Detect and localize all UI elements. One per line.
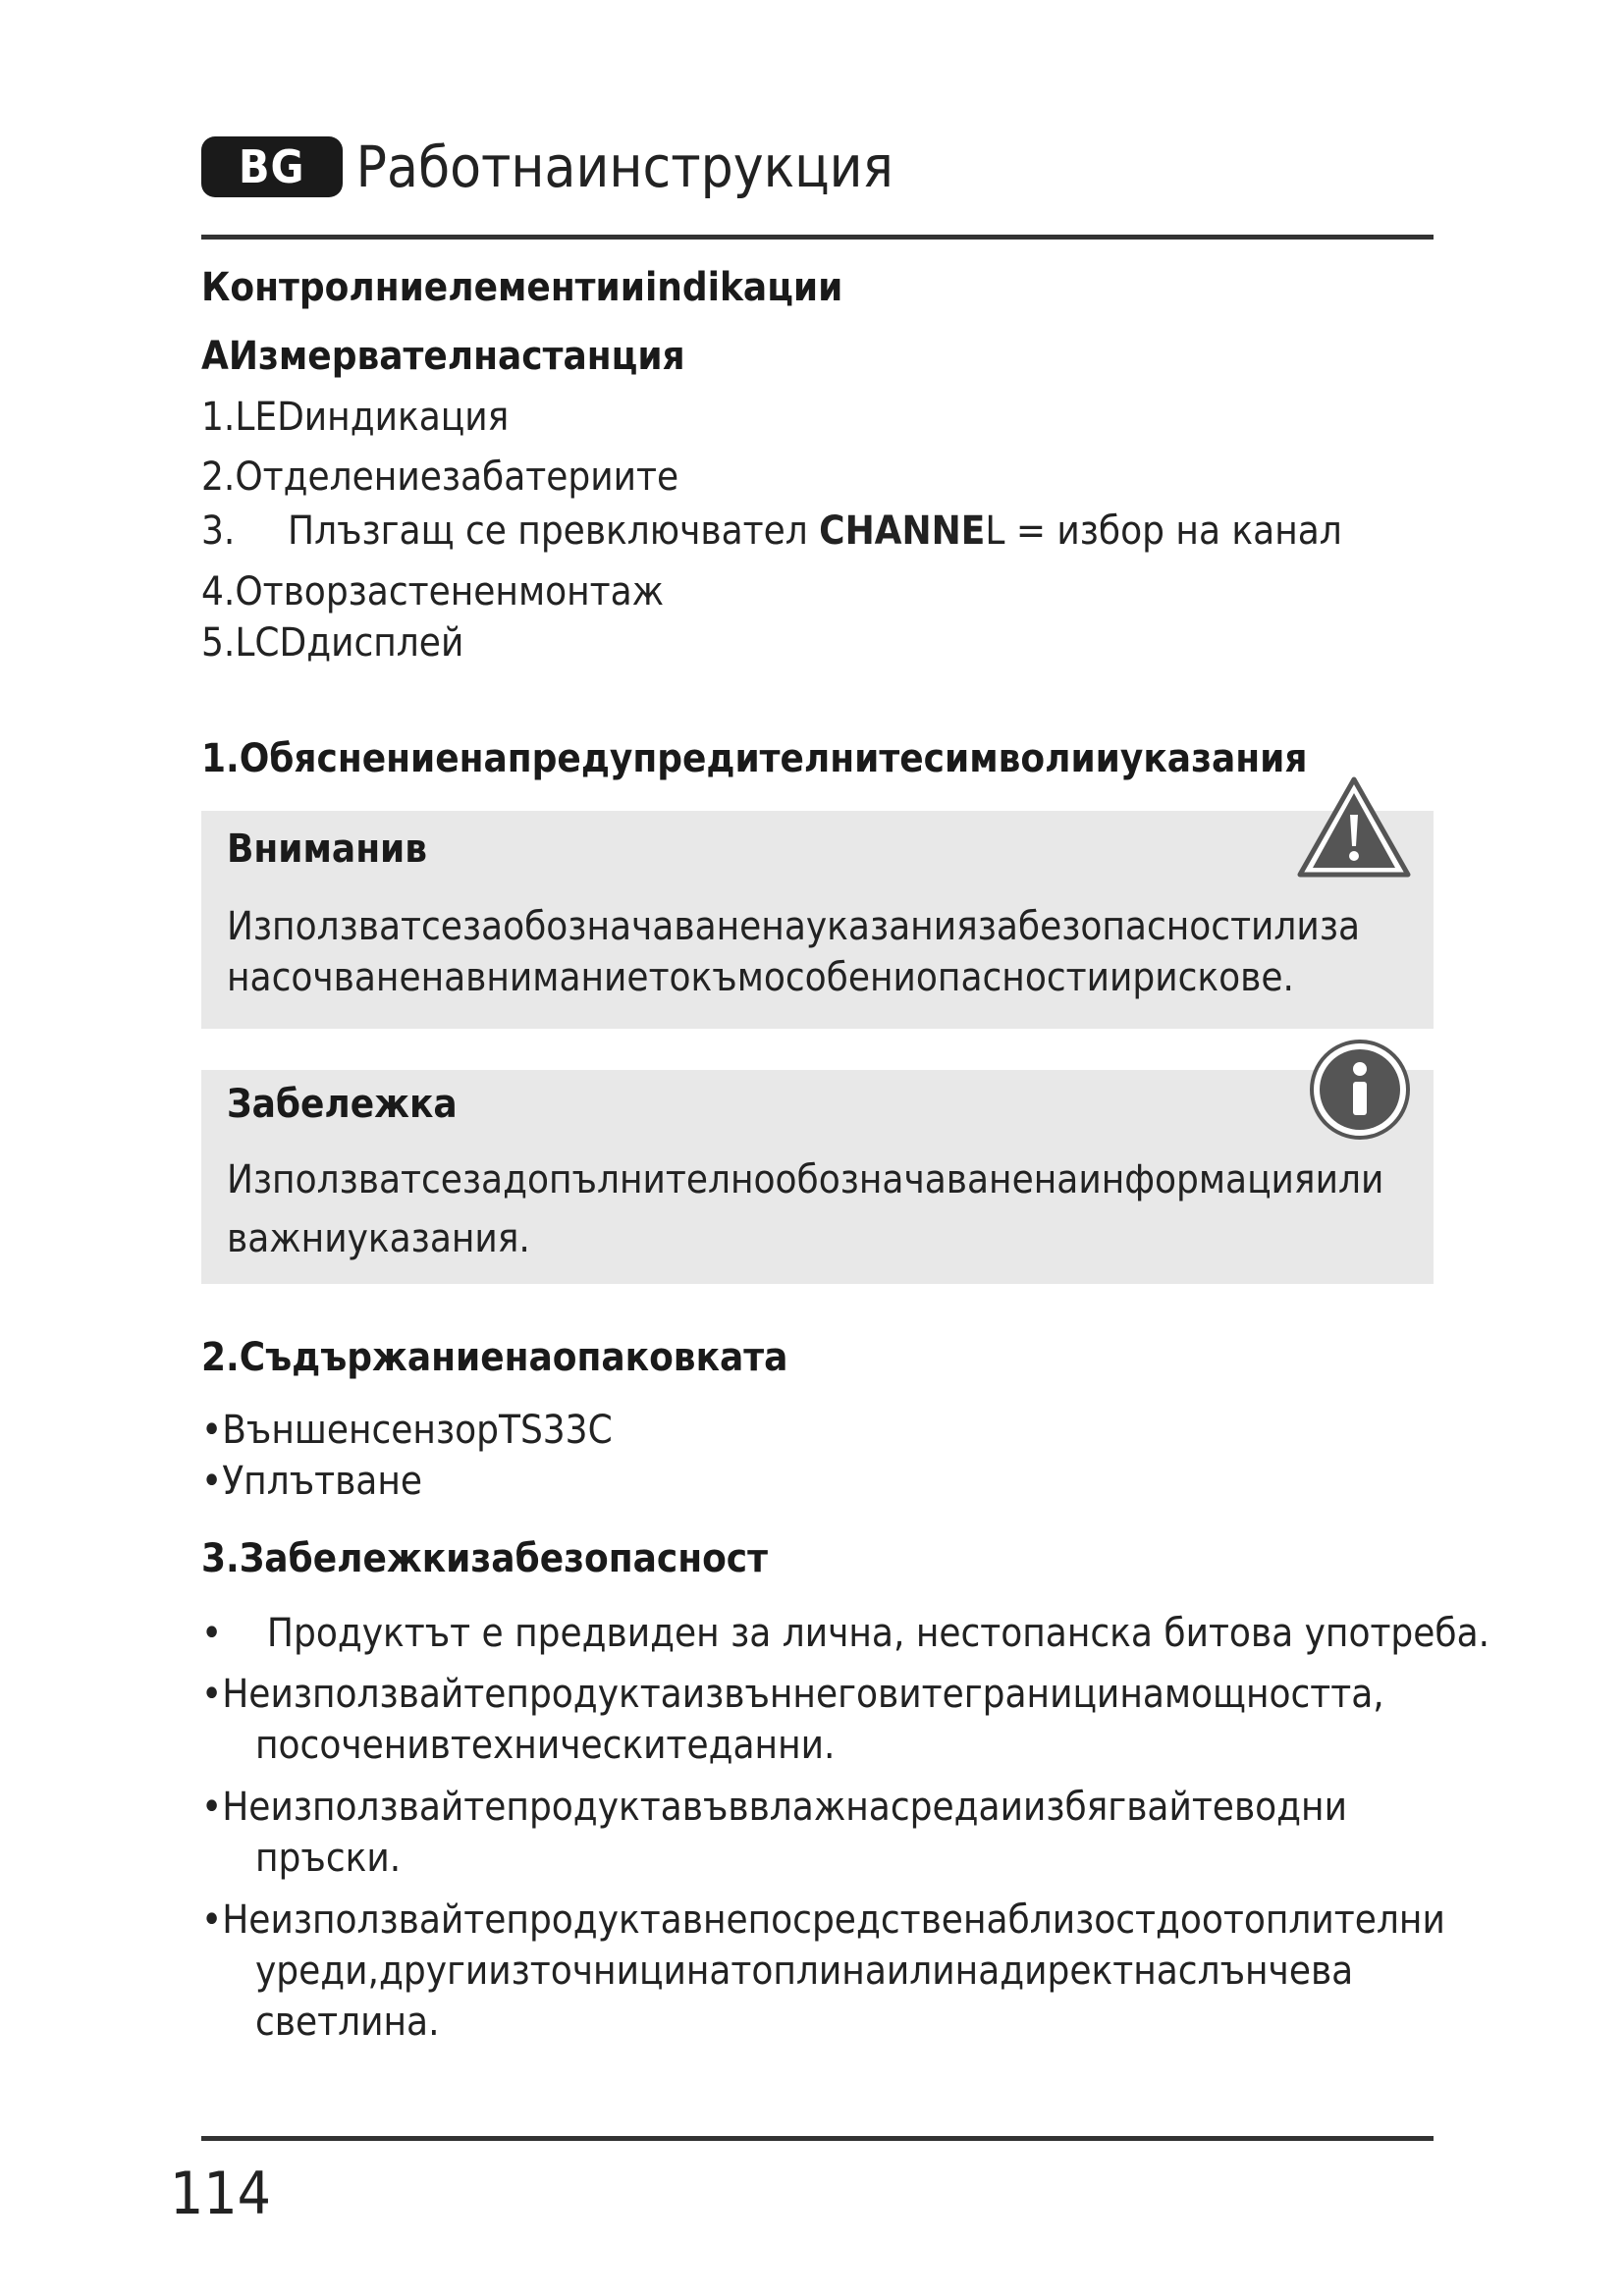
safety-bullet-2-line-2: посоченивтехническитеданни. [255, 1723, 836, 1768]
safety-bullet-4-line-2: уреди,другиизточницинатоплинаилинадиректнаслънчева [255, 1949, 1354, 1994]
warning-box [201, 811, 1434, 1029]
control-item-3-suffix: L = избор на канал [985, 508, 1342, 554]
station-heading: АИзмервателнастанция [201, 334, 685, 379]
safety-bullet-4-line-3: светлина. [255, 2000, 440, 2045]
control-item-3 [201, 508, 1342, 554]
footer-rule [201, 2136, 1434, 2141]
control-item-2: 2.Отделениезабатериите [201, 454, 679, 500]
control-item-4: 4.Отворзастененмонтаж [201, 569, 665, 614]
header-rule [201, 235, 1434, 240]
controls-heading: Контролниелементииindikaции [201, 265, 843, 310]
page-number: 114 [170, 2160, 272, 2228]
warning-text-line-1: Използватсезаобозначаваненауказаниязабезопасностилиза [227, 904, 1361, 949]
safety-bullet-3-line-2: пръски. [255, 1836, 402, 1881]
control-item-5: 5.LCDдисплей [201, 620, 464, 666]
package-item-2: •Уплътване [201, 1459, 423, 1504]
warning-text-line-2: насочваненавниманиетокъмособениопасностиирискове. [227, 955, 1294, 1000]
channel-label: CHANNE [819, 508, 986, 554]
section-1-heading: 1.Обяснениенапредупредителнитесимволииуказания [201, 736, 1308, 781]
safety-bullet-4-line-1: •Неизползвайтепродуктавнепосредственаблизостдоотоплителни [201, 1897, 1445, 1943]
control-item-1: 1.LEDиндикация [201, 395, 510, 440]
document-title: Работнаинструкция [355, 133, 893, 200]
warning-triangle-icon [1296, 775, 1412, 880]
note-text-line-1: Използватсезадопълнителнообозначаваненаинформацияили [227, 1157, 1384, 1202]
safety-bullet-3-line-1: •Неизползвайтепродуктавъввлажнасредаиизбягвайтеводни [201, 1785, 1347, 1830]
manual-page [170, 0, 1490, 2296]
page-header [201, 128, 893, 206]
language-badge: BG [201, 136, 343, 197]
control-item-3-number: 3. [201, 508, 236, 554]
note-box [201, 1070, 1434, 1284]
warning-title: Вниманив [227, 827, 428, 872]
section-2-heading: 2.Съдържаниенаопаковката [201, 1335, 788, 1380]
package-item-1: •ВъншенсензорTS33C [201, 1408, 613, 1453]
note-title: Забележка [227, 1082, 458, 1127]
note-text-line-2: важниуказания. [227, 1216, 530, 1261]
control-item-3-text: Плъзгащ се превключвател [288, 508, 820, 554]
safety-bullet-3 [201, 1782, 1347, 1884]
safety-bullet-1: • Продуктът е предвиден за лична, нестопанска битова употреба. [201, 1611, 1490, 1656]
section-3-heading: 3.Забележкизабезопасност [201, 1536, 768, 1581]
safety-bullet-2 [201, 1669, 1384, 1771]
safety-bullet-2-line-1: •Неизползвайтепродуктаизвъннеговитеграницинамощността, [201, 1672, 1384, 1717]
safety-bullet-4 [201, 1895, 1445, 2048]
info-circle-icon [1309, 1039, 1411, 1141]
